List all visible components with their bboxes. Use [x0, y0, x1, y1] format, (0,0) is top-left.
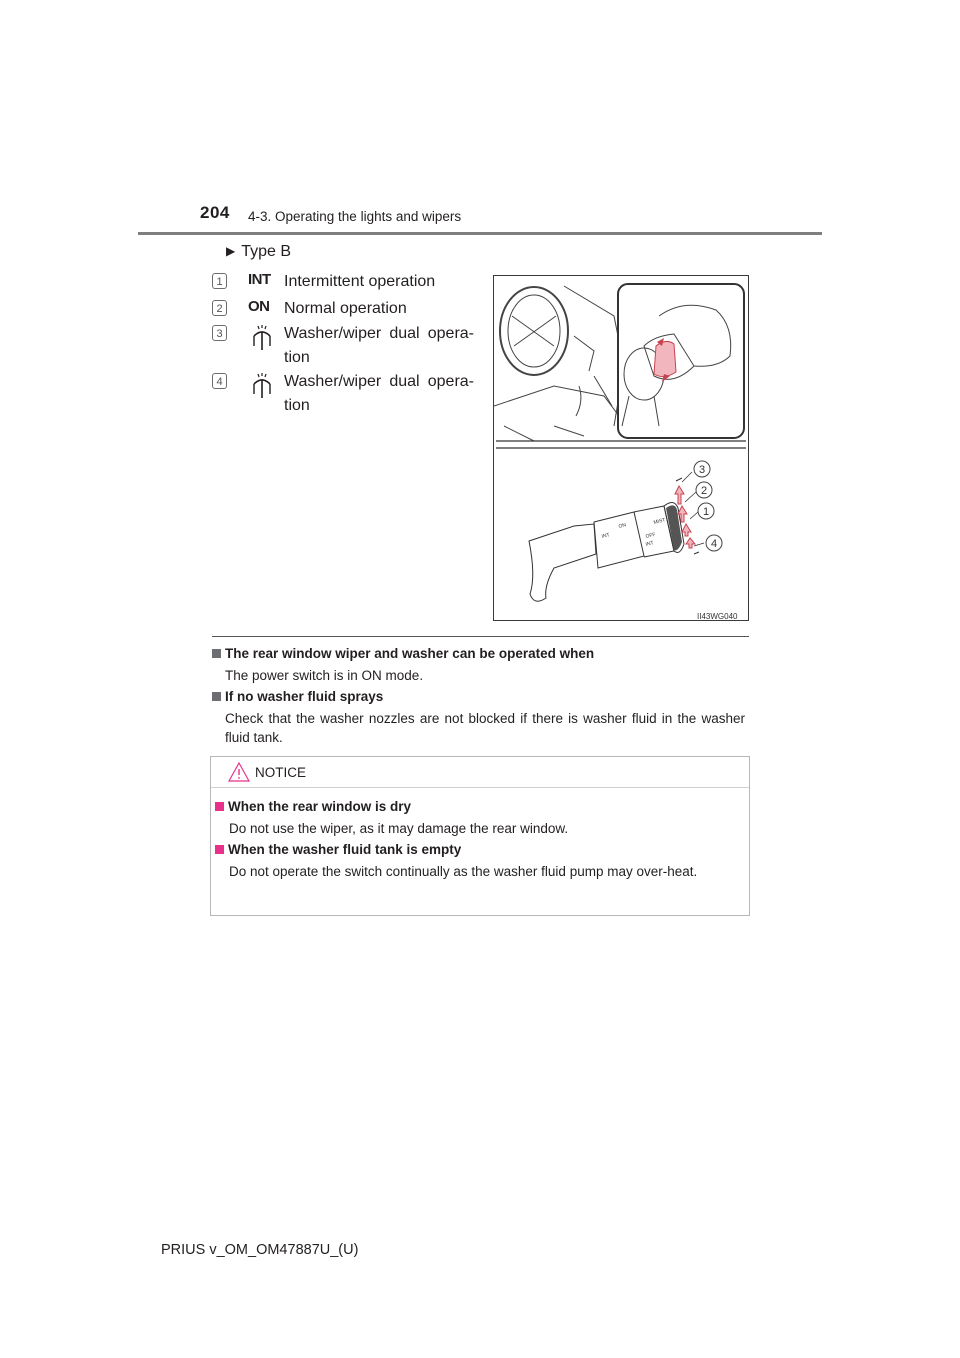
- legend-text: Intermittent operation: [284, 273, 436, 290]
- callout-1: 1: [702, 506, 710, 518]
- int-symbol: INT: [248, 271, 271, 288]
- svg-text:ON: ON: [618, 522, 627, 530]
- warning-icon: [228, 762, 250, 782]
- page-number: 204: [200, 203, 230, 222]
- notice-body: Do not operate the switch continually as the washer fluid pump may over-heat.: [229, 864, 698, 879]
- svg-text:MIST: MIST: [653, 517, 667, 526]
- type-label: [226, 243, 291, 261]
- callout-4: 4: [710, 538, 718, 550]
- triangle-bullet-icon: ▶: [226, 244, 236, 258]
- square-bullet-icon: [212, 649, 221, 658]
- legend-number: 3: [212, 325, 227, 341]
- note-body: The power switch is in ON mode.: [225, 668, 424, 683]
- section-rule: [212, 636, 749, 637]
- legend-item-intermittent: [212, 270, 474, 294]
- svg-text:INT: INT: [601, 532, 611, 540]
- notice-title: NOTICE: [255, 765, 307, 780]
- callout-2: 2: [700, 485, 708, 497]
- footer-doc-id: PRIUS v_OM_OM47887U_(U): [161, 1242, 359, 1258]
- notice-rule: [211, 787, 749, 788]
- type-label-text: Type B: [241, 243, 292, 260]
- svg-text:INT: INT: [645, 540, 655, 548]
- notice-heading: When the washer fluid tank is empty: [215, 842, 461, 857]
- callout-3: 3: [698, 464, 706, 476]
- notice-body: Do not use the wiper, as it may damage the rear window.: [229, 821, 569, 836]
- legend-number: 4: [212, 373, 227, 389]
- legend-item-normal: [212, 297, 474, 321]
- legend-number: 2: [212, 300, 227, 316]
- figure-code: II43WG040: [697, 612, 738, 621]
- legend-text: Washer/wiper dual opera-tion: [284, 325, 474, 366]
- legend-text: Normal operation: [284, 300, 407, 317]
- wiper-lever-illustration: [493, 275, 749, 621]
- legend-text: Washer/wiper dual opera-tion: [284, 373, 474, 414]
- square-bullet-icon: [215, 845, 224, 854]
- notice-box: [210, 756, 750, 916]
- square-bullet-icon: [215, 802, 224, 811]
- note-heading: If no washer fluid sprays: [212, 689, 383, 704]
- on-symbol: ON: [248, 298, 270, 315]
- svg-text:OFF: OFF: [645, 531, 657, 540]
- note-heading: The rear window wiper and washer can be operated when: [212, 646, 594, 661]
- legend-number: 1: [212, 273, 227, 289]
- square-bullet-icon: [212, 692, 221, 701]
- legend-item-washer-up: [212, 322, 474, 370]
- washer-up-icon: [248, 324, 276, 352]
- notice-heading: When the rear window is dry: [215, 799, 411, 814]
- header-rule: [138, 232, 822, 235]
- washer-down-icon: [248, 372, 276, 400]
- legend-item-washer-down: [212, 370, 474, 418]
- illustration-art: [494, 276, 748, 620]
- note-body: Check that the washer nozzles are not blocked if there is washer fluid in the washer fluid tank.: [225, 711, 745, 745]
- section-title: 4-3. Operating the lights and wipers: [248, 209, 462, 224]
